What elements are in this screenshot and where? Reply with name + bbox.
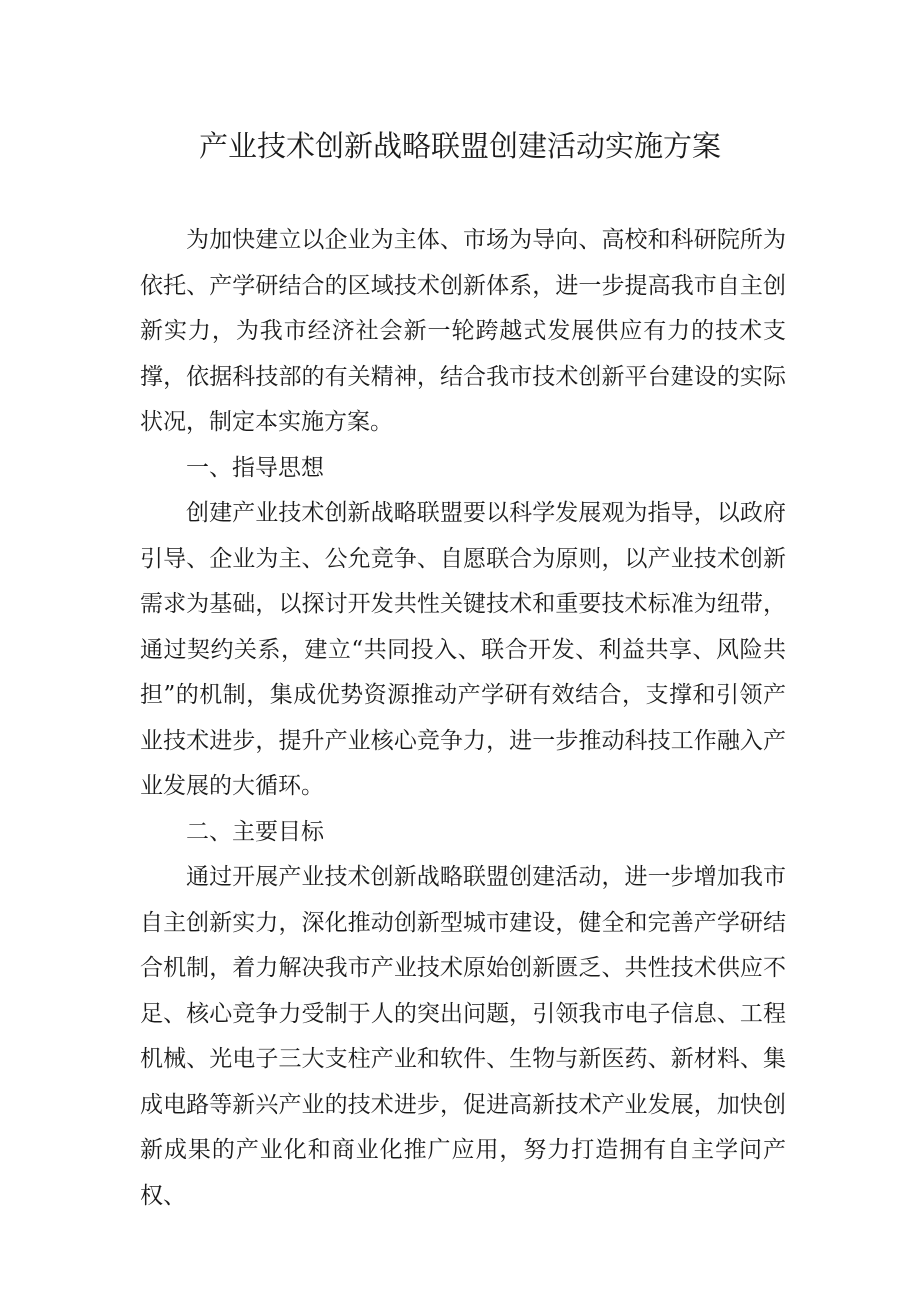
section-heading-main-goals: 二、主要目标 xyxy=(186,818,324,845)
intro-paragraph: 为加快建立以企业为主体、市场为导向、高校和科研院所为依托、产学研结合的区域技术创新体系，进一步提高我市自主创新实力，为我市经济社会新一轮跨越式发展供应有力的技术支撑，依据科技部的有关精神，结合我市技术创新平台建设的实际状况，制定本实施方案。 xyxy=(140,227,786,435)
document-title: 产业技术创新战略联盟创建活动实施方案 xyxy=(198,129,721,163)
document-body xyxy=(140,218,786,1219)
section-paragraph-guiding-ideology: 创建产业技术创新战略联盟要以科学发展观为指导，以政府引导、企业为主、公允竞争、自愿联合为原则，以产业技术创新需求为基础，以探讨开发共性关键技术和重要技术标准为纽带，通过契约关系，建立“共同投入、联合开发、利益共享、风险共担”的机制，集成优势资源推动产学研有效结合，支撑和引领产业技术进步，提升产业核心竞争力，进一步推动科技工作融入产业发展的大循环。 xyxy=(140,500,786,799)
section-heading-guiding-ideology: 一、指导思想 xyxy=(186,454,324,481)
section-paragraph-main-goals: 通过开展产业技术创新战略联盟创建活动，进一步增加我市自主创新实力，深化推动创新型城市建设，健全和完善产学研结合机制，着力解决我市产业技术原始创新匮乏、共性技术供应不足、核心竞争力受制于人的突出问题，引领我市电子信息、工程机械、光电子三大支柱产业和软件、生物与新医药、新材料、集成电路等新兴产业的技术进步，促进高新技术产业发展，加快创新成果的产业化和商业化推广应用，努力打造拥有自主学问产权、 xyxy=(140,864,786,1209)
